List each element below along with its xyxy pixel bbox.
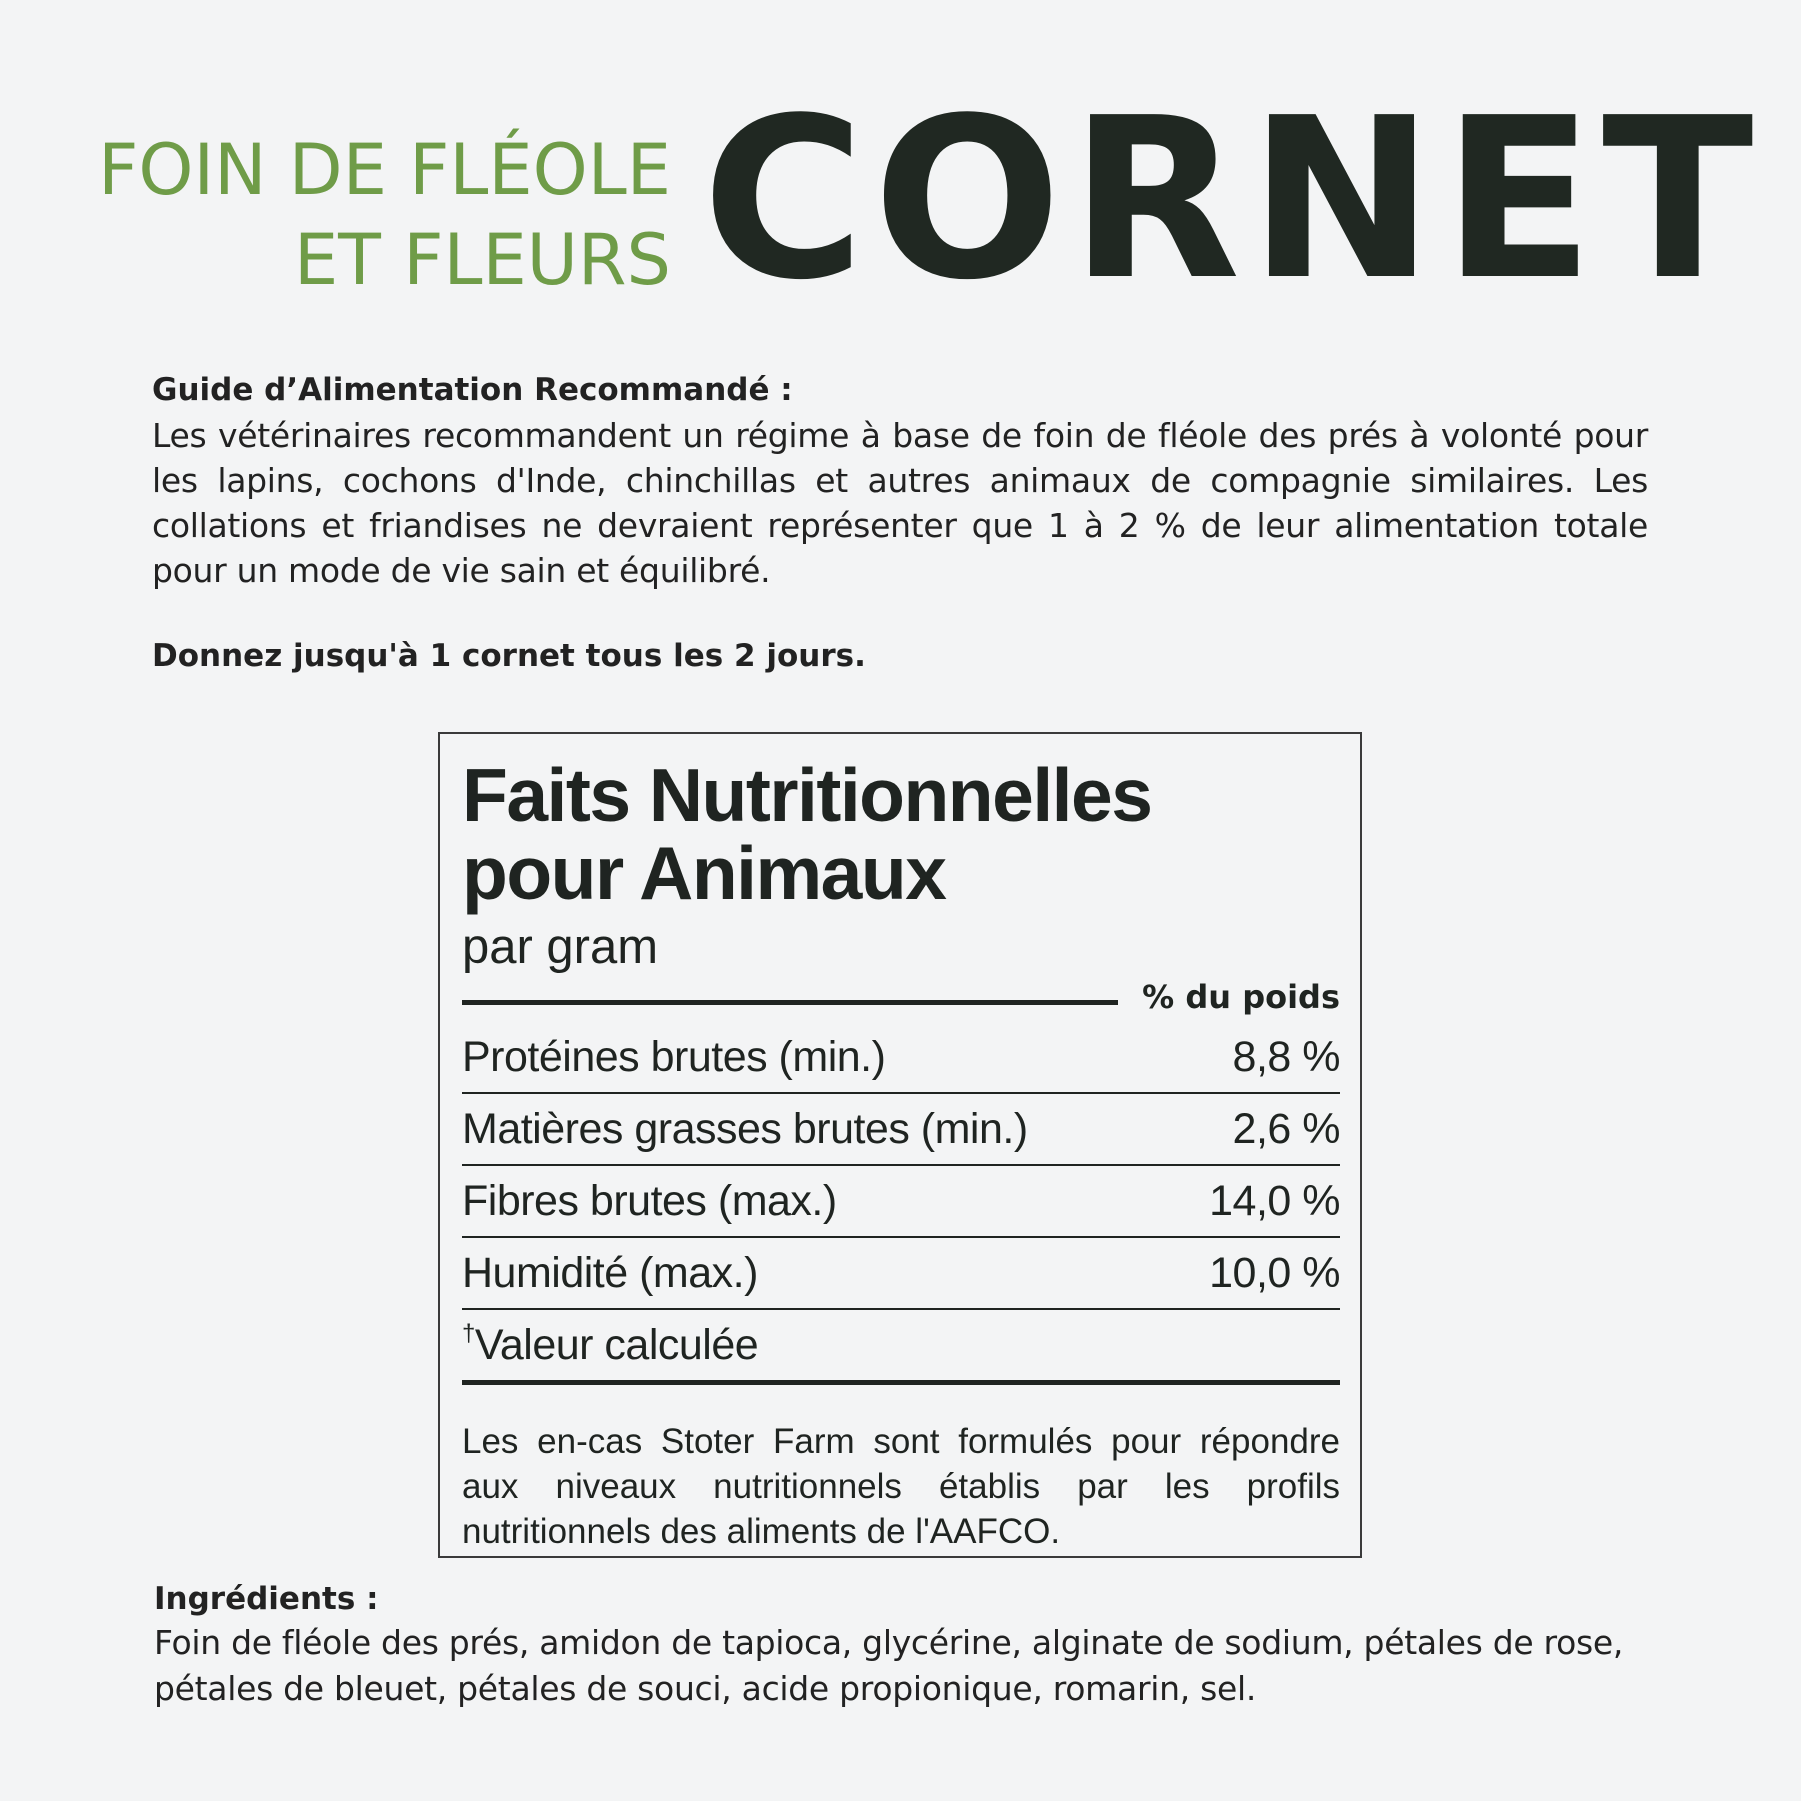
subtitle-line-1: FOIN DE FLÉOLE [98, 129, 671, 211]
nutrition-unit: par gram [462, 920, 659, 974]
aafco-disclaimer: Les en-cas Stoter Farm sont formulés pour répondre aux niveaux nutritionnels établis par les profils nutritionnels des aliments de l'AAFCO. [462, 1422, 1340, 1551]
nutrient-row [462, 1094, 1340, 1166]
nutrient-value: 8,8 % [1232, 1033, 1340, 1081]
product-subtitle [98, 125, 671, 305]
column-header-row [462, 978, 1340, 1022]
header [0, 0, 1801, 329]
nutrient-name: Matières grasses brutes (min.) [462, 1105, 1028, 1153]
nutrient-name: Protéines brutes (min.) [462, 1033, 886, 1081]
nutrition-title-line-2: pour Animaux [462, 831, 946, 915]
feeding-guide-heading: Guide d’Alimentation Recommandé : [152, 372, 793, 408]
feeding-guide-text: Les vétérinaires recommandent un régime à base de foin de fléole des prés à volonté pour les lapins, cochons d'Inde, chinchillas et autres animaux de compagnie similaires. Les collations et friandises ne devraient représenter que 1 à 2 % de leur alimentation totale pour un mode de vie sain et équilibré. [152, 416, 1648, 590]
nutrient-row [462, 1022, 1340, 1094]
nutrition-facts-panel [438, 732, 1362, 1558]
nutrient-value: 14,0 % [1209, 1177, 1340, 1225]
header-rule [462, 1000, 1118, 1005]
nutrient-row [462, 1238, 1340, 1310]
nutrient-name: Fibres brutes (max.) [462, 1177, 837, 1225]
footnote-mark: † [462, 1320, 475, 1347]
nutrient-value: 2,6 % [1232, 1105, 1340, 1153]
ingredients-text: Foin de fléole des prés, amidon de tapioca, glycérine, alginate de sodium, pétales de rose, pétales de bleuet, pétales de souci, acide propionique, romarin, sel. [154, 1623, 1624, 1708]
footnote-text: Valeur calculée [474, 1321, 759, 1369]
subtitle-line-2: ET FLEURS [293, 219, 671, 301]
nutrient-row [462, 1166, 1340, 1238]
nutrition-title-line-1: Faits Nutritionnelles [462, 753, 1152, 837]
column-header: % du poids [1142, 978, 1340, 1016]
ingredients-heading: Ingrédients : [154, 1581, 379, 1617]
ingredients [154, 1578, 1648, 1712]
footnote [462, 1310, 1340, 1385]
product-name: CORNET [702, 71, 1762, 329]
feeding-dose: Donnez jusqu'à 1 cornet tous les 2 jours. [152, 638, 866, 674]
nutrient-value: 10,0 % [1209, 1249, 1340, 1297]
nutrient-name: Humidité (max.) [462, 1249, 758, 1297]
feeding-guide [152, 368, 1648, 593]
